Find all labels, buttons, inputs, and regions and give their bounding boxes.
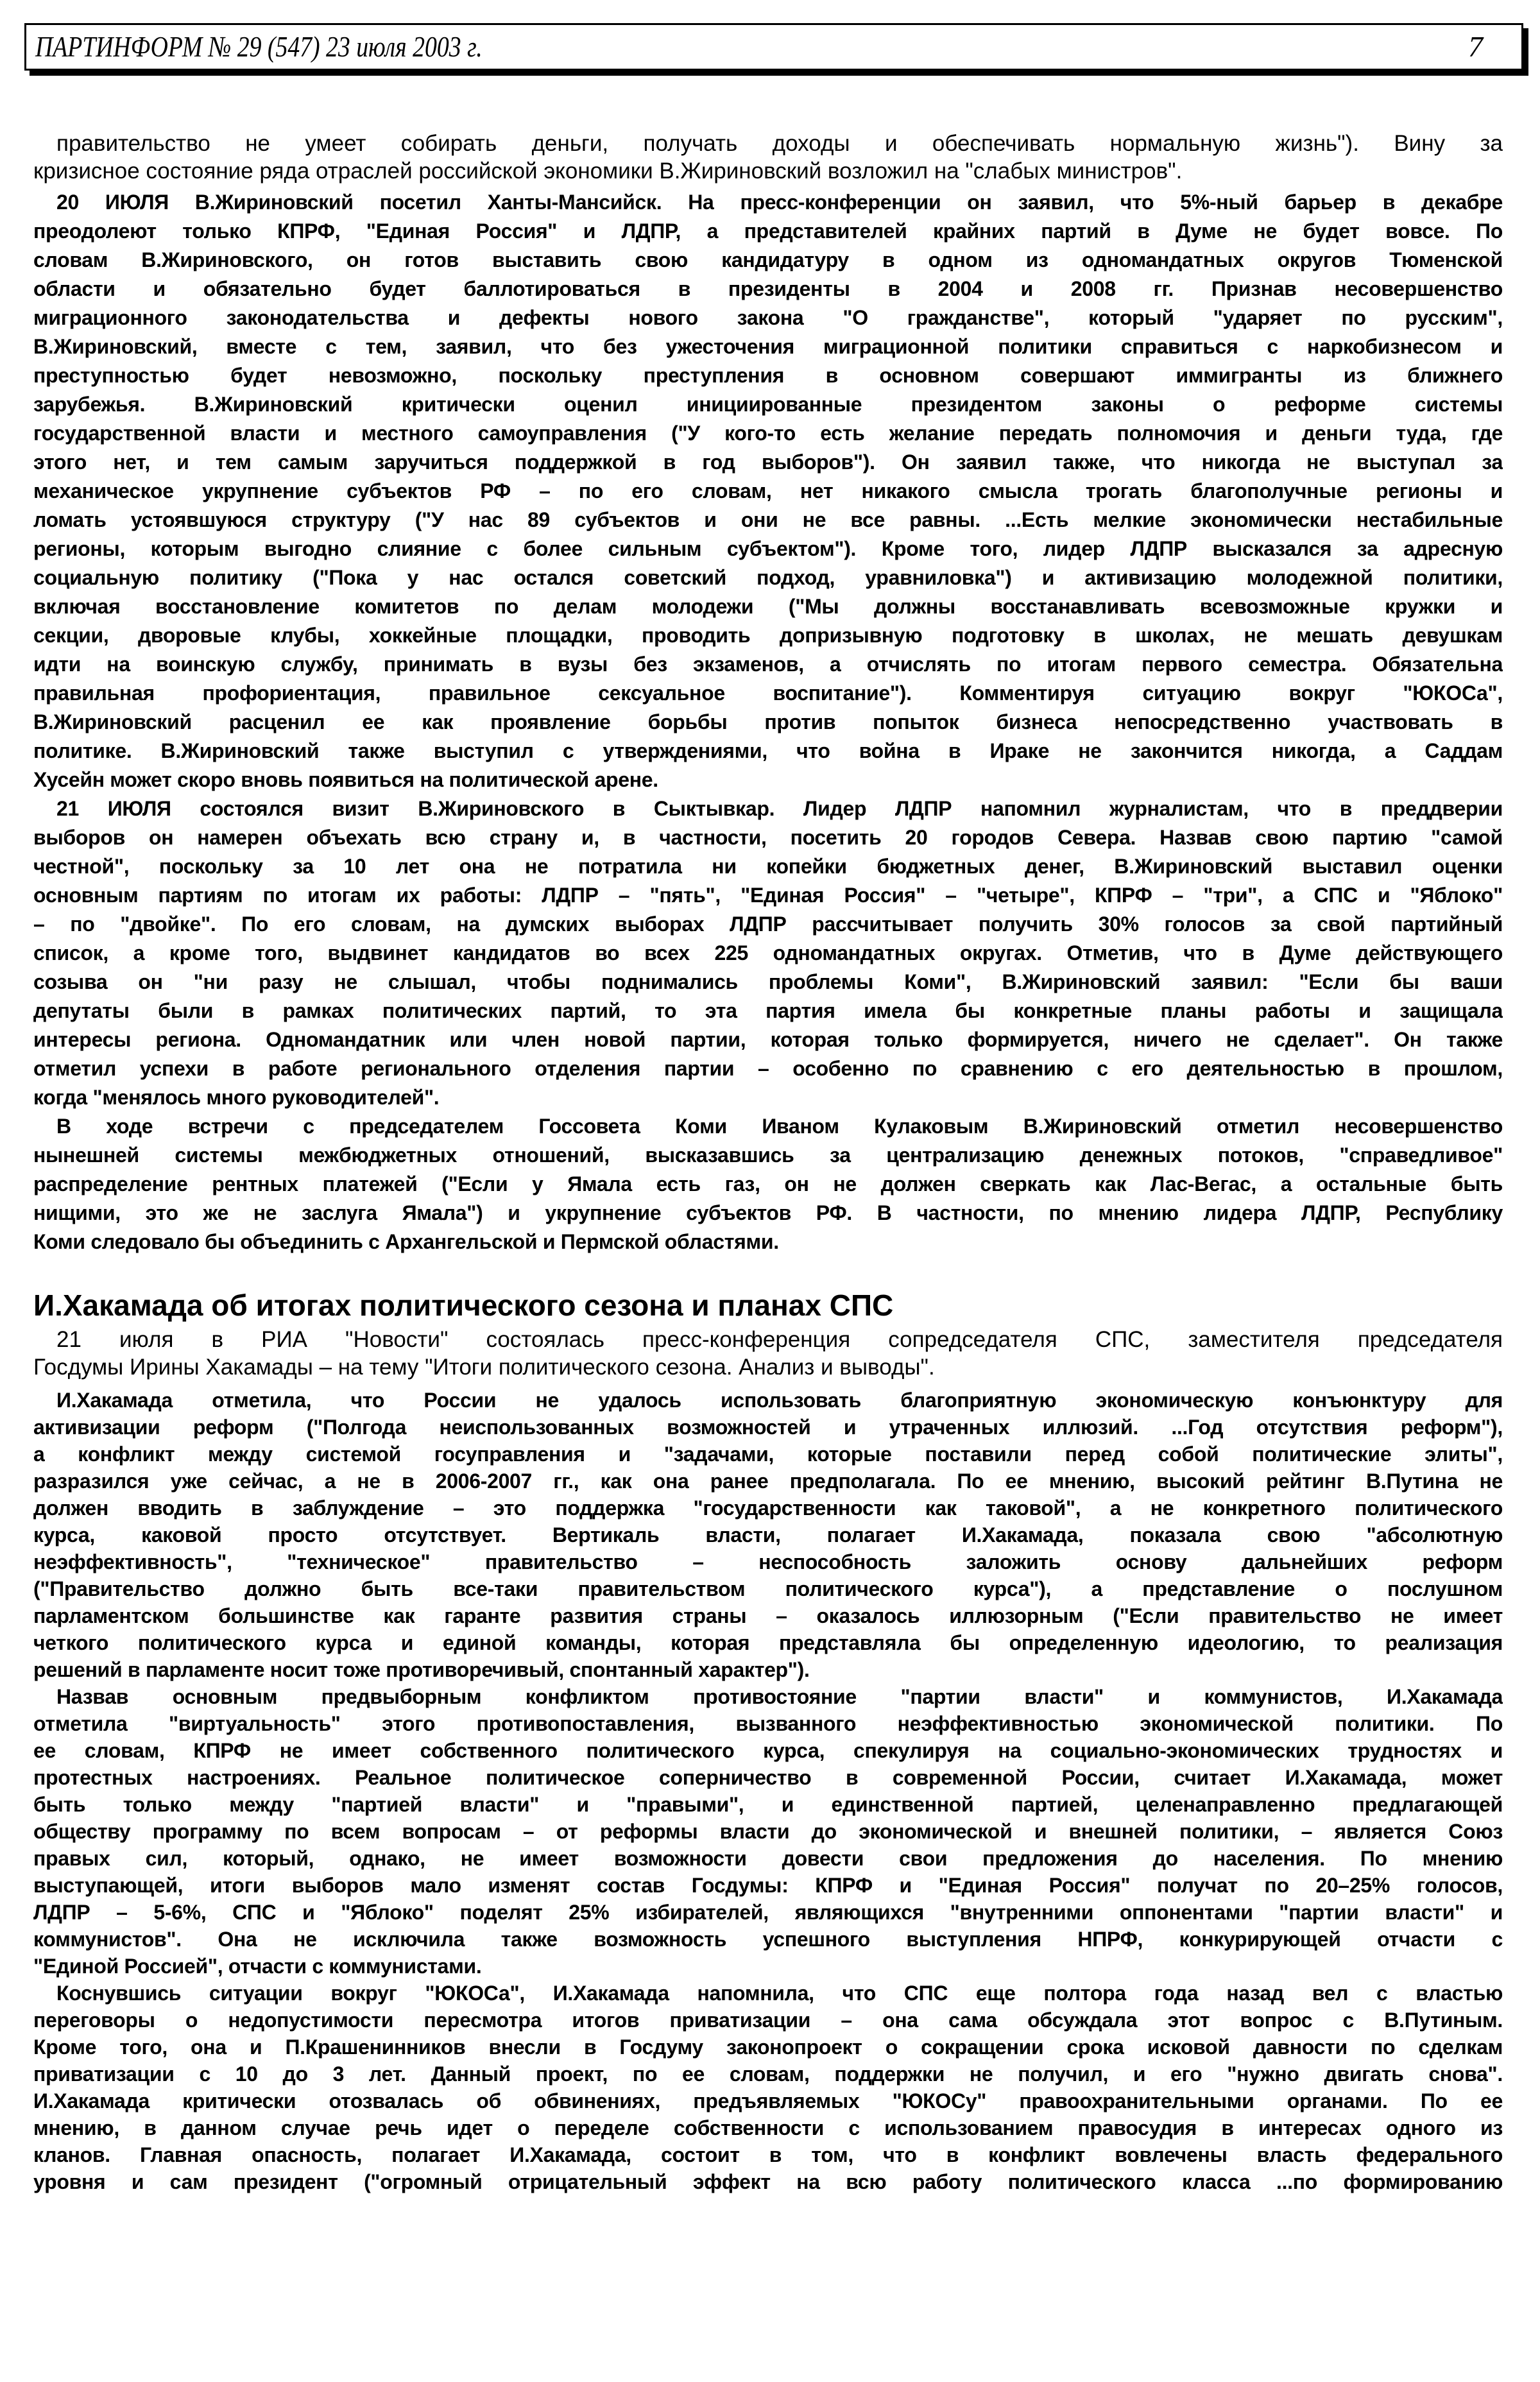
text-line: быть только между "партией власти" и "правыми", и единственной партией, целенаправленно предлагающей <box>33 1793 1503 1816</box>
text-line: этого нет, и тем самым заручиться поддержкой в год выборов"). Он заявил также, что никогда не выступал за <box>33 450 1503 474</box>
text-line: решений в парламенте носит тоже противоречивый, спонтанный характер"). <box>33 1658 810 1681</box>
text-line: Назвав основным предвыборным конфликтом противостояние "партии власти" и коммунистов, И.Хакамада <box>56 1685 1503 1708</box>
paragraph <box>33 130 1503 185</box>
text-line: – по "двойке". По его словам, на думских выборах ЛДПР рассчитывает получить 30% голосов за свой партийный <box>33 913 1503 936</box>
text-line: И.Хакамада критически отозвалась об обвинениях, предъявляемых "ЮКОСу" правоохранительными органами. По ее <box>33 2089 1503 2112</box>
text-line: созыва он "ни разу не слышал, чтобы поднимались проблемы Коми", В.Жириновский заявил: "Если бы ваши <box>33 970 1503 993</box>
text-line: области и обязательно будет баллотироваться в президенты в 2004 и 2008 гг. Признав несовершенство <box>33 277 1503 300</box>
text-line: ее словам, КПРФ не имеет собственного политического курса, спекулируя на социально-экономических трудностях и <box>33 1739 1503 1762</box>
paragraph <box>33 188 1503 794</box>
text-line: правых сил, который, однако, не имеет возможности довести свои предложения до населения. По мнению <box>33 1847 1503 1870</box>
text-line: государственной власти и местного самоуправления ("У кого-то есть желание передать полномочия и деньги туда, где <box>33 422 1503 445</box>
text-line: В.Жириновский расценил ее как проявление борьбы против попыток бизнеса непосредственно участвовать в <box>33 710 1503 733</box>
text-line: преодолеют только КПРФ, "Единая Россия" и ЛДПР, а представителей крайних партий в Думе не будет вовсе. По <box>33 219 1503 243</box>
text-line: В ходе встречи с председателем Госсовета Коми Иваном Кулаковым В.Жириновский отметил несовершенство <box>56 1115 1503 1138</box>
text-line: приватизации с 10 до 3 лет. Данный проект, по ее словам, поддержки не получил, и его "нужно двигать снова". <box>33 2062 1503 2086</box>
text-line: курса, каковой просто отсутствует. Вертикаль власти, полагает И.Хакамада, показала свою "абсолютную <box>33 1523 1503 1547</box>
khakamada-lead <box>33 1326 1503 1381</box>
text-line: неэффективность", "техническое" правительство – неспособность заложить основу дальнейших реформ <box>33 1550 1503 1573</box>
page-number: 7 <box>1468 30 1483 63</box>
text-line: ("Правительство должно быть все-таки правительством политического курса"), а представление о послушном <box>33 1577 1503 1600</box>
text-line: интересы региона. Одномандатник или член новой партии, которая только формируется, ничего не сделает". Он также <box>33 1028 1503 1051</box>
text-line: Госдумы Ирины Хакамады – на тему "Итоги политического сезона. Анализ и выводы". <box>33 1355 935 1380</box>
text-line: социальную политику ("Пока у нас остался советский подход, уравниловка") и активизацию молодежной политики, <box>33 566 1503 589</box>
text-line: Кроме того, она и П.Крашенинников внесли в Госдуму законопроект о сокращении срока исковой давности по сделкам <box>33 2035 1503 2059</box>
text-line: когда "менялось много руководителей". <box>33 1086 440 1109</box>
text-line: депутаты были в рамках политических партий, то эта партия имела бы конкретные планы работы и защищала <box>33 999 1503 1022</box>
intro-text <box>33 130 1503 185</box>
text-line: "Единой Россией", отчасти с коммунистами. <box>33 1955 482 1978</box>
text-line: 21 ИЮЛЯ состоялся визит В.Жириновского в Сыктывкар. Лидер ЛДПР напомнил журналистам, что в преддверии <box>56 797 1503 820</box>
text-line: кланов. Главная опасность, полагает И.Хакамада, состоит в том, что в конфликт вовлечены власть федерального <box>33 2143 1503 2166</box>
text-line: словам В.Жириновского, он готов выставить свою кандидатуру в одном из одномандатных округов Тюменской <box>33 248 1503 271</box>
text-line: активизации реформ ("Полгода неиспользованных возможностей и утраченных иллюзий. ...Год отсутствия реформ"), <box>33 1416 1503 1439</box>
text-line: ломать устоявшуюся структуру ("У нас 89 субъектов и они не все равны. ...Есть мелкие экономически нестабильные <box>33 508 1503 531</box>
text-line: честной", поскольку за 10 лет она не потратила ни копейки бюджетных денег, В.Жириновский выставил оценки <box>33 855 1503 878</box>
text-line: преступностью будет невозможно, поскольку преступления в основном совершают иммигранты из ближнего <box>33 364 1503 387</box>
text-line: зарубежья. В.Жириновский критически оценил инициированные президентом законы о реформе системы <box>33 393 1503 416</box>
text-line: обществу программу по всем вопросам – от реформы власти до экономической и внешней политики, – является Союз <box>33 1820 1503 1843</box>
text-line: механическое укрупнение субъектов РФ – по его словам, нет никакого смысла трогать благополучные регионы и <box>33 479 1503 502</box>
paragraph <box>33 1980 1503 2195</box>
text-line: Коснувшись ситуации вокруг "ЮКОСа", И.Хакамада напомнила, что СПС еще полтора года назад вел с властью <box>56 1982 1503 2005</box>
text-line: правильная профориентация, правильное сексуальное воспитание"). Комментируя ситуацию вокруг "ЮКОСа", <box>33 681 1503 705</box>
text-line: мнению, в данном случае речь идет о переделе собственности с использованием правосудия в интересах одного из <box>33 2116 1503 2139</box>
text-line: а конфликт между системой госуправления и "задачами, которые поставили перед собой политические элиты", <box>33 1443 1503 1466</box>
text-line: включая восстановление комитетов по делам молодежи ("Мы должны восстанавливать всевозможные кружки и <box>33 595 1503 618</box>
publication-title: ПАРТИНФОРМ № 29 (547) 23 июля 2003 г. <box>35 30 483 63</box>
text-line: И.Хакамада отметила, что России не удалось использовать благоприятную экономическую конъюнктуру для <box>56 1389 1503 1412</box>
text-line: отметила "виртуальность" этого противопоставления, вызванного неэффективностью экономической политики. По <box>33 1712 1503 1735</box>
text-line: список, а кроме того, выдвинет кандидатов во всех 225 одномандатных округах. Отметив, что в Думе действующего <box>33 941 1503 964</box>
paragraph <box>33 1326 1503 1381</box>
text-line: должен вводить в заблуждение – это поддержка "государственности как таковой", а не конкретного политического <box>33 1496 1503 1520</box>
text-line: правительство не умеет собирать деньги, получать доходы и обеспечивать нормальную жизнь"). Вину за <box>56 131 1503 156</box>
text-line: отметил успехи в работе регионального отделения партии – особенно по сравнению с его деятельностью в прошлом, <box>33 1057 1503 1080</box>
text-line: парламентском большинстве как гаранте развития страны – оказалось иллюзорным ("Если правительство не имеет <box>33 1604 1503 1627</box>
text-line: нищими, это же не заслуга Ямала") и укрупнение субъектов РФ. В частности, по мнению лидера ЛДПР, Республику <box>33 1201 1503 1224</box>
text-line: регионы, которым выгодно слияние с более сильным субъектом"). Кроме того, лидер ЛДПР высказался за адресную <box>33 537 1503 560</box>
khakamada-body <box>33 1387 1503 2195</box>
text-line: коммунистов". Она не исключила также возможность успешного выступления НПРФ, конкурирующей отчасти с <box>33 1928 1503 1951</box>
text-line: выступающей, итоги выборов мало изменят состав Госдумы: КПРФ и "Единая Россия" получат по 20–25% голосов, <box>33 1874 1503 1897</box>
text-line: основным партиям по итогам их работы: ЛДПР – "пять", "Единая Россия" – "четыре", КПРФ – "три", а СПС и "Яблоко" <box>33 884 1503 907</box>
paragraph <box>33 1112 1503 1256</box>
text-line: ЛДПР – 5-6%, СПС и "Яблоко" поделят 25% избирателей, являющихся "внутренними оппонентами "партии власти" и <box>33 1901 1503 1924</box>
text-line: 21 июля в РИА "Новости" состоялась пресс-конференция сопредседателя СПС, заместителя председателя <box>56 1327 1503 1352</box>
text-line: 20 ИЮЛЯ В.Жириновский посетил Ханты-Мансийск. На пресс-конференции он заявил, что 5%-ный барьер в декабре <box>56 191 1503 214</box>
text-line: протестных настроениях. Реальное политическое соперничество в современной России, считает И.Хакамада, может <box>33 1766 1503 1789</box>
text-line: распределение рентных платежей ("Если у Ямала есть газ, он не должен сверкать как Лас-Вегас, а остальные быть <box>33 1172 1503 1195</box>
text-line: идти на воинскую службу, принимать в вузы без экзаменов, а отчислять по итогам первого семестра. Обязательна <box>33 653 1503 676</box>
text-line: секции, дворовые клубы, хоккейные площадки, проводить допризывную подготовку в школах, не мешать девушкам <box>33 624 1503 647</box>
text-line: Хусейн может скоро вновь появиться на политической арене. <box>33 768 658 791</box>
text-line: переговоры о недопустимости пересмотра итогов приватизации – она сама обсуждала этот вопрос с В.Путиным. <box>33 2009 1503 2032</box>
text-line: миграционного законодательства и дефекты нового закона "О гражданстве", который "ударяет по русским", <box>33 306 1503 329</box>
text-line: выборов он намерен объехать всю страну и, в частности, посетить 20 городов Севера. Назвав свою партию "самой <box>33 826 1503 849</box>
paragraph <box>33 1387 1503 1683</box>
text-line: В.Жириновский, вместе с тем, заявил, что без ужесточения миграционной политики справиться с наркобизнесом и <box>33 335 1503 358</box>
paragraph <box>33 794 1503 1112</box>
page-header <box>24 23 1523 71</box>
text-line: четкого политического курса и единой команды, которая представляла бы определенную идеологию, то реализация <box>33 1631 1503 1654</box>
text-line: уровня и сам президент ("огромный отрицательный эффект на всю работу политического класса ...по формированию <box>33 2170 1503 2193</box>
text-line: нынешней системы межбюджетных отношений, высказавшись за централизацию денежных потоков, "справедливое" <box>33 1144 1503 1167</box>
zhirinovsky-section <box>33 188 1503 1256</box>
text-line: Коми следовало бы объединить с Архангельской и Пермской областями. <box>33 1230 779 1253</box>
text-line: разразился уже сейчас, а не в 2006-2007 гг., как она ранее предполагала. По ее мнению, высокий рейтинг В.Путина не <box>33 1469 1503 1493</box>
text-line: политике. В.Жириновский также выступил с утверждениями, что война в Ираке не закончится никогда, а Саддам <box>33 739 1503 762</box>
paragraph <box>33 1683 1503 1980</box>
section-heading: И.Хакамада об итогах политического сезона и планах СПС <box>33 1289 894 1322</box>
text-line: кризисное состояние ряда отраслей российской экономики В.Жириновский возложил на "слабых министров". <box>33 159 1183 184</box>
